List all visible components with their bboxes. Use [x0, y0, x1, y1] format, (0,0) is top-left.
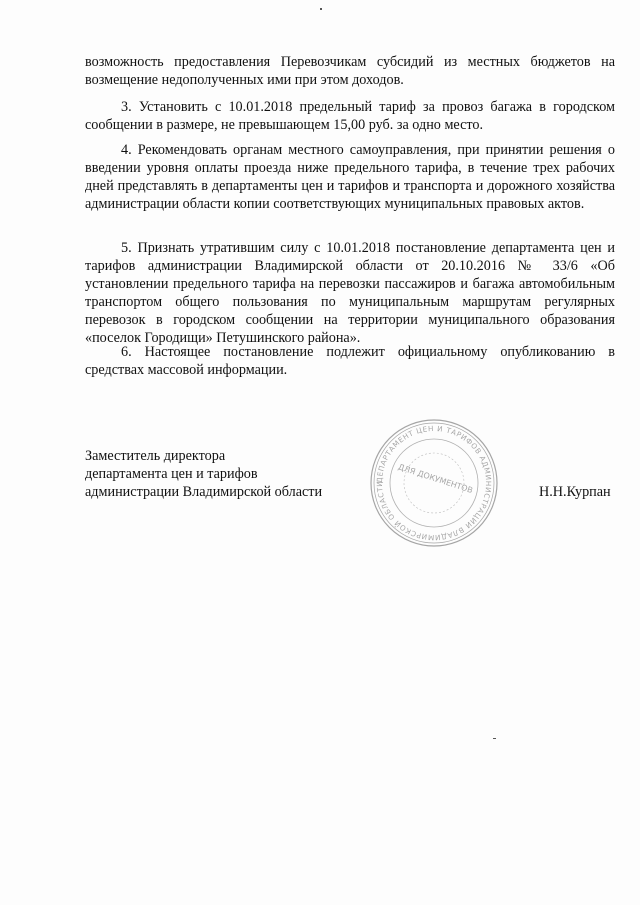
stamp-center-text: ДЛЯ ДОКУМЕНТОВ	[396, 462, 474, 496]
scan-speck	[320, 8, 322, 10]
paragraph-item-3: 3. Установить с 10.01.2018 предельный тариф за провоз багажа в городском сообщении в размере, не превышающем 15,00 руб. за одно место.	[85, 99, 615, 133]
paragraph-item-6: 6. Настоящее постановление подлежит официальному опубликованию в средствах массовой информации.	[85, 344, 615, 378]
official-stamp-seal	[368, 417, 500, 549]
signatory-position-line: Заместитель директора	[85, 448, 226, 464]
signatory-position-line: администрации Владимирской области	[85, 484, 323, 500]
paragraph-continuation: возможность предоставления Перевозчикам субсидий из местных бюджетов на возмещение недополученных ими при этом доходов.	[85, 54, 615, 88]
paragraph-item-4: 4. Рекомендовать органам местного самоуправления, при принятии решения о введении уровня оплаты проезда ниже предельного тарифа, в течение трех рабочих дней представлять в департаменты цен и тарифов и транспорта и дорожного хозяйства администрации области копии соответствующих муниципальных правовых актов.	[85, 142, 615, 212]
scan-speck	[493, 738, 496, 739]
signatory-name: Н.Н.Курпан	[539, 484, 611, 500]
signatory-position-line: департамента цен и тарифов	[85, 466, 258, 482]
signatory-position	[85, 447, 365, 501]
stamp-ring-text: ДЕПАРТАМЕНТ ЦЕН И ТАРИФОВ АДМИНИСТРАЦИИ ВЛАДИМИРСКОЙ ОБЛАСТИ	[374, 423, 494, 543]
paragraph-item-5: 5. Признать утратившим силу с 10.01.2018 постановление департамента цен и тарифов администрации Владимирской области от 20.10.2016 № 33/6 «Об установлении предельного тарифа на перевозки пассажиров и багажа автомобильным транспортом общего пользования по муниципальным маршрутам регулярных перевозок в городском сообщении на территории муниципального образования «поселок Городищи» Петушинского района».	[85, 240, 615, 346]
svg-text:ДЕПАРТАМЕНТ ЦЕН И ТАРИФОВ АДМИ	[375, 424, 493, 542]
